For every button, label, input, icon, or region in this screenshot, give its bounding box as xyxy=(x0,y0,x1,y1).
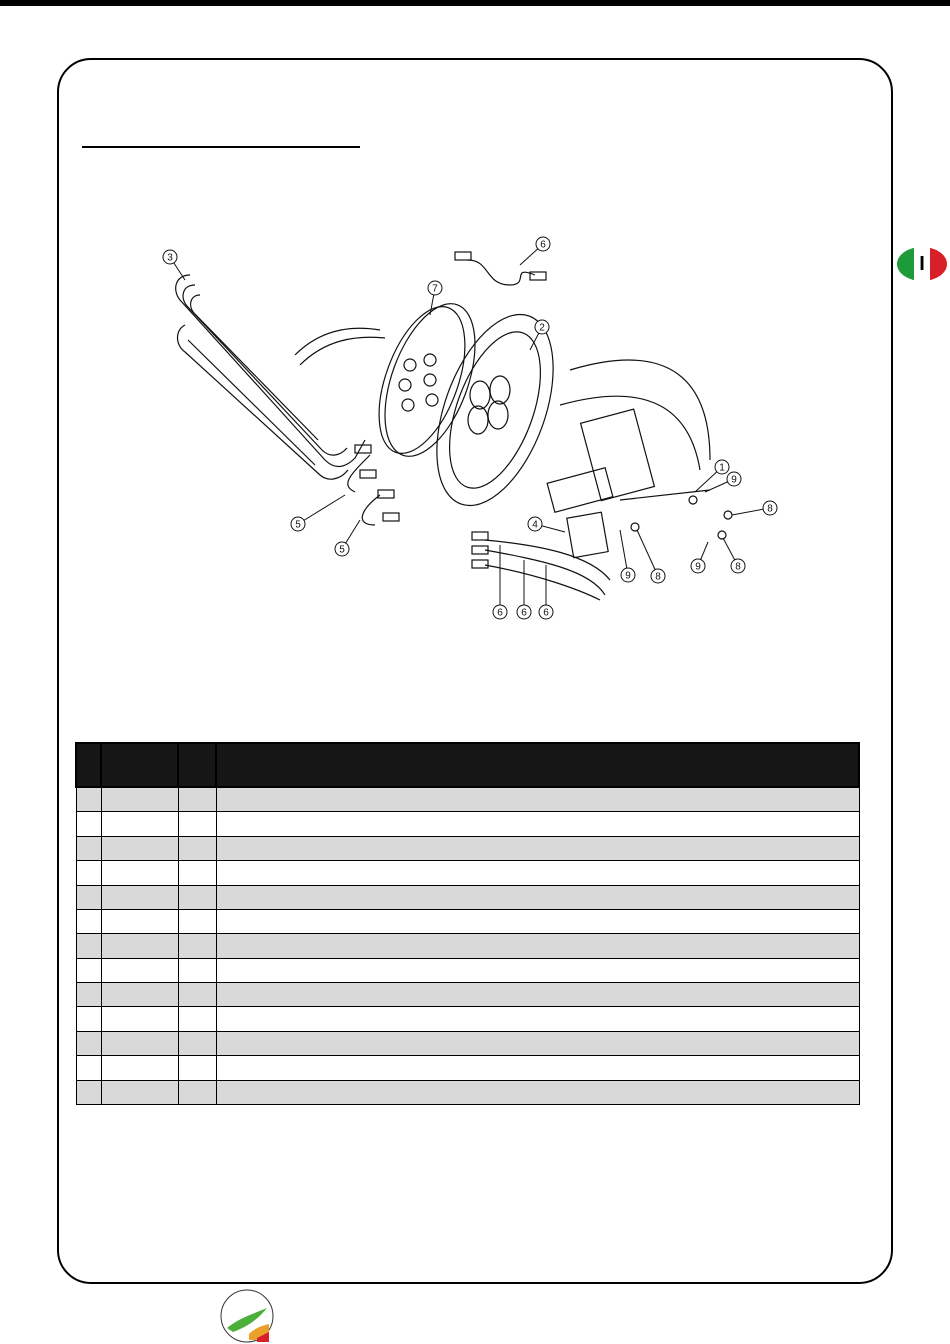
table-cell xyxy=(76,1056,101,1080)
callout-number: 9 xyxy=(731,474,737,486)
section-title-underline xyxy=(82,146,360,148)
screw-icon xyxy=(724,511,732,519)
parts-list-table xyxy=(75,742,860,1105)
table-cell xyxy=(216,983,859,1007)
table-cell xyxy=(216,787,859,812)
table-cell xyxy=(76,1007,101,1031)
table-cell xyxy=(76,1080,101,1104)
table-cell xyxy=(178,1007,216,1031)
table-cell xyxy=(76,934,101,958)
table-cell xyxy=(216,1056,859,1080)
header-cell xyxy=(101,743,178,787)
table-cell xyxy=(76,812,101,836)
table-row xyxy=(76,1080,859,1104)
table-cell xyxy=(76,787,101,812)
table-row xyxy=(76,787,859,812)
connector xyxy=(378,490,394,498)
callout-number: 6 xyxy=(497,607,503,619)
connector xyxy=(472,560,488,568)
callout-leader-line xyxy=(298,495,345,524)
table-cell xyxy=(76,1031,101,1055)
table-cell xyxy=(216,861,859,885)
callout-number: 1 xyxy=(719,462,725,474)
connector xyxy=(530,272,546,280)
header-cell xyxy=(178,743,216,787)
table-cell xyxy=(216,812,859,836)
screw-icon xyxy=(631,523,639,531)
table-cell xyxy=(178,909,216,933)
connector xyxy=(472,532,488,540)
flange-gasket-two xyxy=(414,299,576,521)
table-cell xyxy=(76,836,101,860)
table-cell xyxy=(178,934,216,958)
language-badge: I xyxy=(919,253,925,275)
table-cell xyxy=(216,1031,859,1055)
callout-number: 8 xyxy=(735,561,741,573)
table-row xyxy=(76,861,859,885)
exploded-view-diagram xyxy=(150,230,800,630)
callout-number: 3 xyxy=(167,252,173,264)
table-cell xyxy=(216,958,859,982)
callout-number: 8 xyxy=(767,503,773,515)
table-cell xyxy=(178,836,216,860)
table-cell xyxy=(101,983,178,1007)
table-row xyxy=(76,983,859,1007)
table-cell xyxy=(76,958,101,982)
callout-number: 6 xyxy=(521,607,527,619)
table-cell xyxy=(101,787,178,812)
connector xyxy=(455,252,471,260)
screw-icon xyxy=(718,531,726,539)
callout-number: 8 xyxy=(655,571,661,583)
table-cell xyxy=(101,812,178,836)
table-cell xyxy=(76,885,101,909)
thermostat-assembly xyxy=(547,360,710,512)
table-cell xyxy=(101,836,178,860)
table-cell xyxy=(178,812,216,836)
table-cell xyxy=(178,861,216,885)
callout-number: 4 xyxy=(532,519,538,531)
callout-number: 6 xyxy=(543,607,549,619)
table-cell xyxy=(178,983,216,1007)
table-cell xyxy=(216,836,859,860)
table-row xyxy=(76,1056,859,1080)
callout-number: 7 xyxy=(432,283,438,295)
table-cell xyxy=(216,934,859,958)
header-cell xyxy=(216,743,859,787)
table-cell xyxy=(101,1031,178,1055)
table-row xyxy=(76,885,859,909)
connecting-wires xyxy=(348,260,610,600)
callout-number: 5 xyxy=(295,519,301,531)
connector xyxy=(355,445,371,453)
table-row xyxy=(76,909,859,933)
table-row xyxy=(76,1031,859,1055)
terminal-block xyxy=(567,512,608,557)
callout-number: 9 xyxy=(695,561,701,573)
table-row xyxy=(76,934,859,958)
table-cell xyxy=(178,885,216,909)
table-cell xyxy=(178,1031,216,1055)
table-cell xyxy=(101,1080,178,1104)
heating-element xyxy=(176,275,385,479)
table-cell xyxy=(178,787,216,812)
top-border-rule xyxy=(0,0,950,6)
table-cell xyxy=(216,1080,859,1104)
header-cell xyxy=(76,743,101,787)
table-cell xyxy=(101,861,178,885)
connector xyxy=(360,470,376,478)
callout-number: 2 xyxy=(539,322,545,334)
flange-seven xyxy=(362,292,493,468)
table-cell xyxy=(76,861,101,885)
table-cell xyxy=(101,885,178,909)
callout-number: 5 xyxy=(339,544,345,556)
table-row xyxy=(76,836,859,860)
table-cell xyxy=(216,909,859,933)
table-cell xyxy=(76,983,101,1007)
callout-number: 6 xyxy=(540,239,546,251)
table-cell xyxy=(216,885,859,909)
table-cell xyxy=(101,958,178,982)
callout-leader-line xyxy=(637,530,658,576)
connector xyxy=(383,513,399,521)
table-row xyxy=(76,958,859,982)
table-cell xyxy=(216,1007,859,1031)
table-row xyxy=(76,1007,859,1031)
brand-logo-icon xyxy=(219,1288,275,1344)
table-row xyxy=(76,812,859,836)
table-cell xyxy=(76,909,101,933)
table-cell xyxy=(178,1080,216,1104)
table-cell xyxy=(178,1056,216,1080)
table-cell xyxy=(101,1056,178,1080)
callout-number: 9 xyxy=(625,570,631,582)
table-cell xyxy=(101,934,178,958)
table-header-row xyxy=(76,743,859,787)
screw-icon xyxy=(689,496,697,504)
table-cell xyxy=(101,909,178,933)
table-cell xyxy=(101,1007,178,1031)
table-cell xyxy=(178,958,216,982)
